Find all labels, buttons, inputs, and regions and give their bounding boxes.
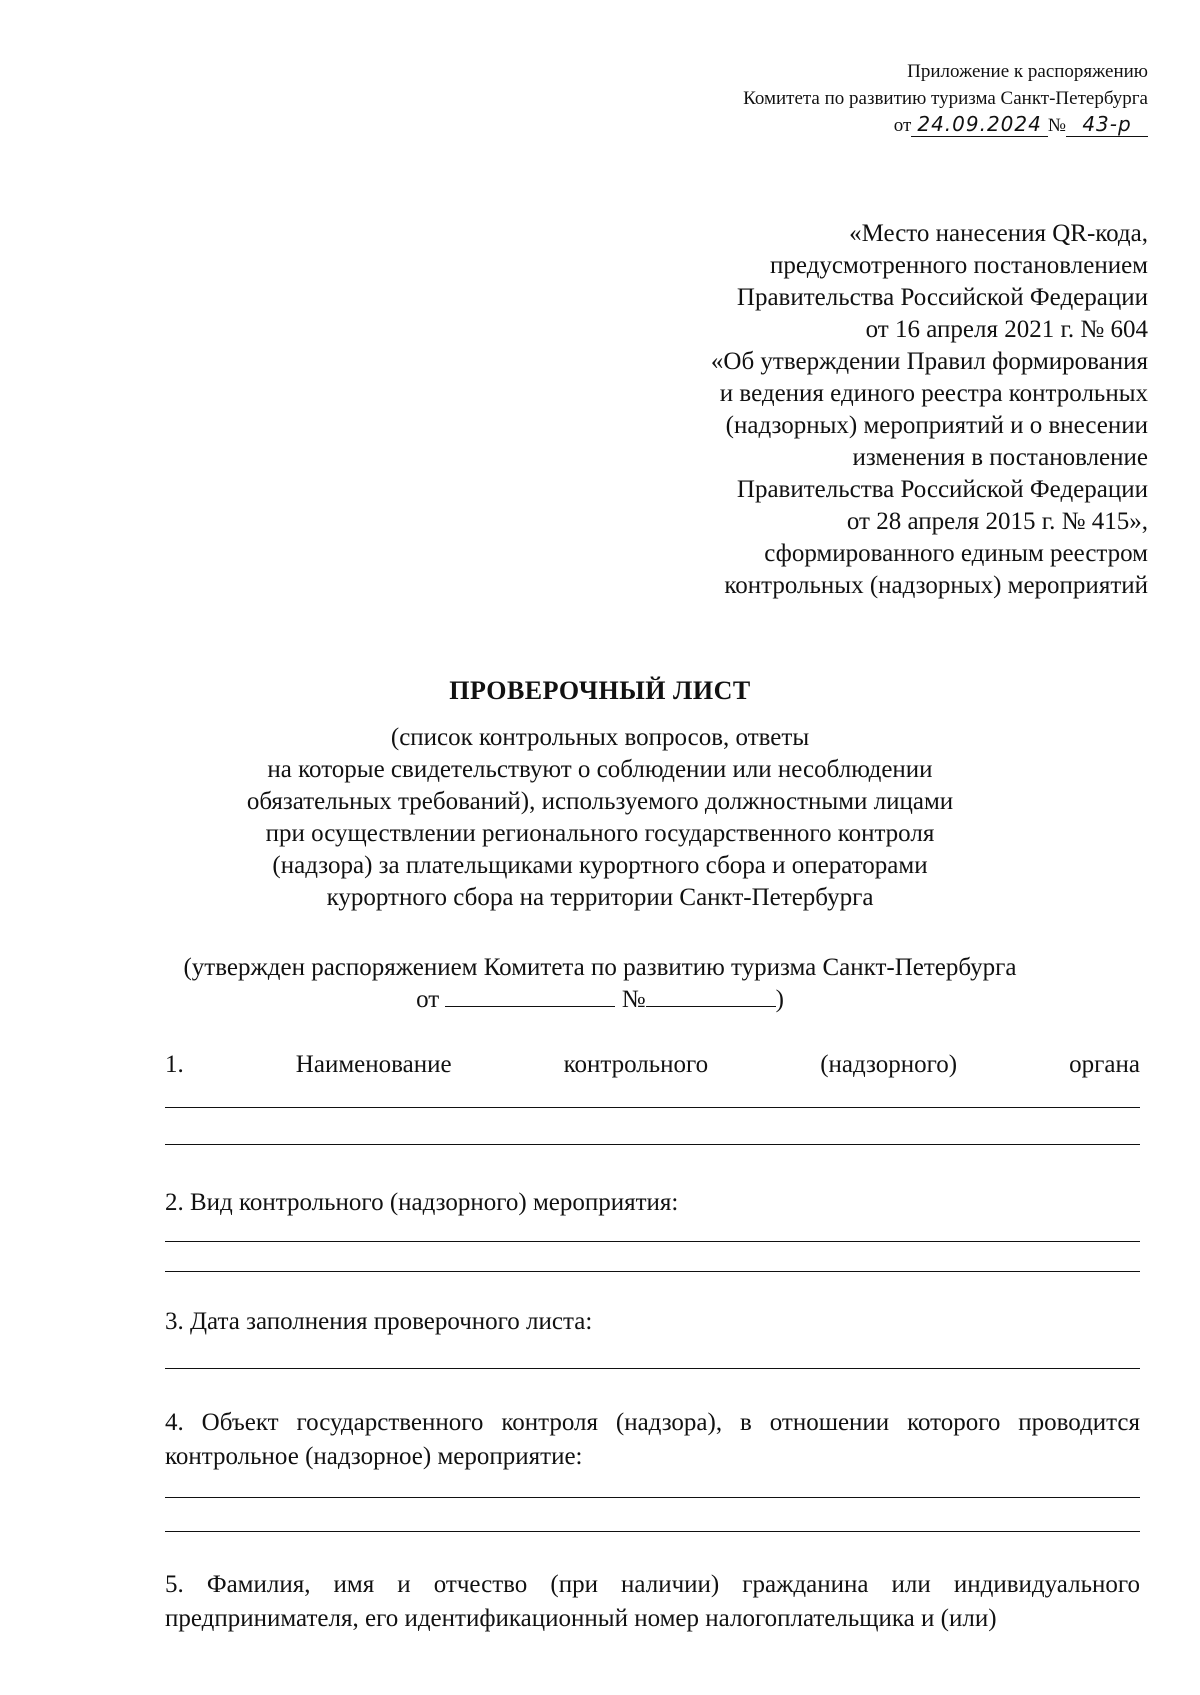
approval-line-1: (утвержден распоряжением Комитета по развитию туризма Санкт-Петербурга bbox=[183, 954, 1017, 981]
subtitle-line: обязательных требований), используемого должностными лицами bbox=[246, 788, 954, 815]
subtitle-line: на которые свидетельствуют о соблюдении или несоблюдении bbox=[267, 756, 933, 783]
item-4-fill-line bbox=[165, 1497, 1140, 1498]
item-2-fill-line bbox=[165, 1241, 1140, 1242]
item-1-fill-line bbox=[165, 1107, 1140, 1108]
qr-line: от 16 апреля 2021 г. № 604 bbox=[865, 316, 1148, 343]
appendix-header bbox=[588, 58, 1148, 139]
item-2-fill-line bbox=[165, 1271, 1140, 1272]
appendix-line-1: Приложение к распоряжению bbox=[907, 61, 1148, 82]
item-2: 2. Вид контрольного (надзорного) мероприятия: bbox=[165, 1189, 679, 1216]
item-3: 3. Дата заполнения проверочного листа: bbox=[165, 1308, 593, 1335]
item-1-word: органа bbox=[1069, 1051, 1140, 1078]
qr-line: и ведения единого реестра контрольных bbox=[719, 380, 1148, 407]
appendix-number-handwritten: 43-р bbox=[1066, 112, 1148, 137]
item-4-fill-line bbox=[165, 1531, 1140, 1532]
qr-line: от 28 апреля 2015 г. № 415», bbox=[846, 508, 1148, 535]
qr-line: изменения в постановление bbox=[852, 444, 1148, 471]
subtitle-line: (надзора) за плательщиками курортного сбора и операторами bbox=[272, 852, 928, 879]
item-5: 5. Фамилия, имя и отчество (при наличии) гражданина или индивидуального предпринимателя, его идентификационный номер налогоплательщика и (или) bbox=[165, 1571, 1140, 1632]
subtitle-line: при осуществлении регионального государственного контроля bbox=[265, 820, 935, 847]
approval-ot-label: от bbox=[416, 986, 440, 1013]
item-1-fill-line bbox=[165, 1144, 1140, 1145]
appendix-ot-label: от bbox=[893, 115, 912, 136]
qr-line: (надзорных) мероприятий и о внесении bbox=[725, 412, 1148, 439]
appendix-date-number bbox=[588, 112, 1148, 139]
item-1-word: контрольного bbox=[563, 1051, 709, 1078]
qr-line: «Место нанесения QR-кода, bbox=[849, 220, 1148, 247]
approval-line-2 bbox=[0, 984, 1200, 1016]
item-1-word: (надзорного) bbox=[820, 1051, 958, 1078]
item-1-word: Наименование bbox=[295, 1051, 452, 1078]
approval-number-label: № bbox=[621, 986, 646, 1013]
subtitle-line: курортного сбора на территории Санкт-Петербурга bbox=[326, 884, 874, 911]
qr-line: сформированного единым реестром bbox=[764, 540, 1148, 567]
document-subtitle bbox=[0, 722, 1200, 914]
appendix-line-2: Комитета по развитию туризма Санкт-Петербурга bbox=[743, 88, 1148, 109]
item-1-word: 1. bbox=[165, 1051, 184, 1078]
approval-number-blank bbox=[646, 984, 776, 1007]
item-3-fill-line bbox=[165, 1368, 1140, 1369]
appendix-number-label: № bbox=[1047, 115, 1066, 136]
qr-line: контрольных (надзорных) мероприятий bbox=[724, 572, 1148, 599]
item-1-heading bbox=[165, 1048, 1140, 1082]
approval-date-blank bbox=[445, 984, 615, 1007]
document-title: ПРОВЕРОЧНЫЙ ЛИСТ bbox=[449, 676, 751, 705]
qr-code-placement-block bbox=[528, 218, 1148, 602]
qr-line: Правительства Российской Федерации bbox=[736, 284, 1148, 311]
appendix-date-handwritten: 24.09.2024 bbox=[911, 112, 1048, 137]
item-1 bbox=[165, 1048, 1140, 1082]
qr-line: «Об утверждении Правил формирования bbox=[710, 348, 1148, 375]
qr-line: предусмотренного постановлением bbox=[770, 252, 1148, 279]
approval-closing: ) bbox=[775, 986, 784, 1013]
subtitle-line: (список контрольных вопросов, ответы bbox=[390, 724, 810, 751]
qr-line: Правительства Российской Федерации bbox=[736, 476, 1148, 503]
approval-note bbox=[0, 952, 1200, 1016]
item-4: 4. Объект государственного контроля (надзора), в отношении которого проводится контрольное (надзорное) мероприятие: bbox=[165, 1409, 1140, 1470]
